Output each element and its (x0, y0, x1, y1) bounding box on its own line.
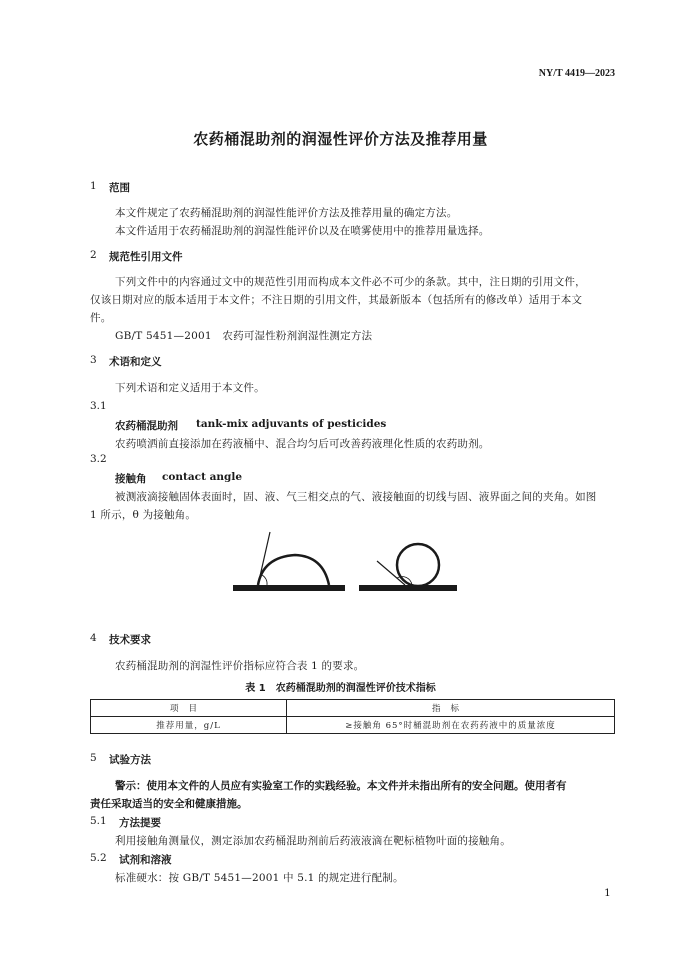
table-header-indicator: 指标 (287, 700, 615, 717)
section-number: 2 (90, 249, 97, 261)
section-number: 1 (90, 180, 97, 192)
warning-line: 责任采取适当的安全和健康措施。 (90, 798, 248, 810)
document-number: NY/T 4419—2023 (538, 68, 615, 79)
section-number: 5 (90, 752, 97, 764)
solid-surface-right (359, 585, 457, 591)
page-title: 农药桶混助剂的润湿性评价方法及推荐用量 (193, 130, 488, 148)
spec-table (90, 699, 615, 734)
table-header-row (91, 700, 615, 717)
paragraph: 标准硬水：按 GB/T 5451—2001 中 5.1 的规定进行配制。 (115, 872, 404, 884)
term-chinese: 接触角 (115, 473, 147, 485)
paragraph: 下列术语和定义适用于本文件。 (115, 382, 265, 394)
tangent-line-left (258, 532, 270, 585)
droplet-round (397, 544, 439, 586)
paragraph: 利用接触角测量仪，测定添加农药桶混助剂前后药液液滴在靶标植物叶面的接触角。 (115, 835, 511, 847)
normative-reference: GB/T 5451—2001 农药可湿性粉剂润湿性测定方法 (115, 330, 373, 342)
clause-number: 5.1 (90, 815, 107, 827)
term-english: tank-mix adjuvants of pesticides (196, 418, 387, 430)
table-row (91, 717, 615, 734)
paragraph: 本文件适用于农药桶混助剂的润湿性能评价以及在喷雾使用中的推荐用量选择。 (115, 225, 490, 237)
paragraph-line: 件。 (90, 312, 112, 324)
contact-angle-figure (225, 530, 465, 598)
section-title: 规范性引用文件 (109, 251, 183, 263)
paragraph-line: 下列文件中的内容通过文中的规范性引用而构成本文件必不可少的条款。其中，注日期的引用文件， (115, 276, 586, 288)
solid-surface-left (233, 585, 345, 591)
section-title: 术语和定义 (109, 356, 162, 368)
angle-arc-left (262, 575, 267, 585)
clause-number: 5.2 (90, 852, 107, 864)
term-definition: 农药喷洒前直接添加在药液桶中、混合均匀后可改善药液理化性质的农药助剂。 (115, 438, 490, 450)
clause-title: 方法提要 (119, 817, 161, 829)
clause-title: 试剂和溶液 (119, 854, 172, 866)
table-cell-item: 推荐用量，g/L (91, 717, 287, 734)
table-cell-indicator: ≥接触角 65°时桶混助剂在农药药液中的质量浓度 (287, 717, 615, 734)
paragraph-line: 仅该日期对应的版本适用于本文件；不注日期的引用文件，其最新版本（包括所有的修改单）适用于本文 (90, 294, 583, 306)
term-chinese: 农药桶混助剂 (115, 420, 178, 432)
clause-number: 3.1 (90, 400, 107, 412)
droplet-flat (258, 555, 329, 585)
section-number: 4 (90, 632, 97, 644)
paragraph: 本文件规定了农药桶混助剂的润湿性能评价方法及推荐用量的确定方法。 (115, 207, 458, 219)
section-title: 试验方法 (109, 754, 151, 766)
term-english: contact angle (162, 471, 243, 483)
tangent-line-right (377, 561, 405, 585)
section-title: 技术要求 (109, 634, 151, 646)
clause-number: 3.2 (90, 453, 107, 465)
warning-line: 警示：使用本文件的人员应有实验室工作的实践经验。本文件并未指出所有的安全问题。使用者有 (115, 780, 567, 792)
table-caption: 表 1 农药桶混助剂的润湿性评价技术指标 (245, 683, 436, 694)
paragraph: 农药桶混助剂的润湿性评价指标应符合表 1 的要求。 (115, 660, 365, 672)
term-definition-line: 1 所示，θ 为接触角。 (90, 509, 197, 521)
table-header-item: 项目 (91, 700, 287, 717)
section-title: 范围 (109, 182, 130, 194)
page-number: 1 (604, 887, 611, 899)
section-number: 3 (90, 354, 97, 366)
term-definition-line: 被测液滴接触固体表面时，固、液、气三相交点的气、液接触面的切线与固、液界面之间的夹角。如图 (115, 491, 597, 503)
